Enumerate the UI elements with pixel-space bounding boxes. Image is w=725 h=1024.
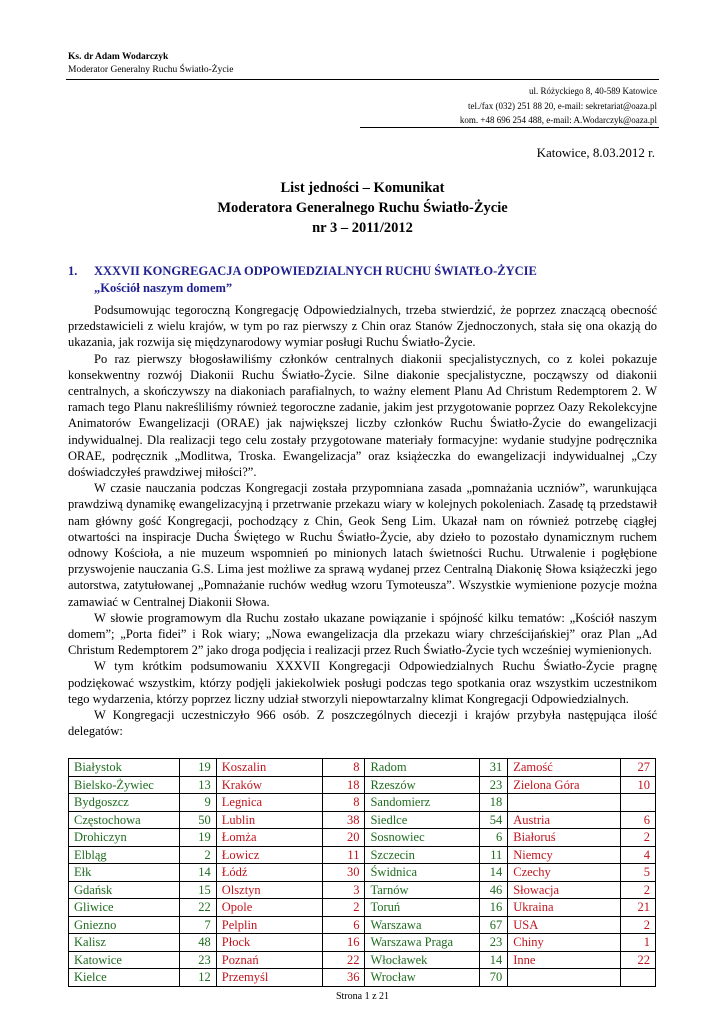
- delegate-count-cell: 20: [322, 829, 365, 847]
- delegate-count-cell: 10: [620, 776, 655, 794]
- delegates-table: [68, 758, 656, 987]
- delegate-count-cell: 13: [179, 776, 216, 794]
- table-row: [69, 934, 656, 952]
- delegate-count-cell: 15: [179, 881, 216, 899]
- diocese-name-cell: Katowice: [69, 951, 180, 969]
- table-row: [69, 811, 656, 829]
- delegate-count-cell: 50: [179, 811, 216, 829]
- paragraph: W tym krótkim podsumowaniu XXXVII Kongregacji Odpowiedzialnych Ruchu Światło-Życie pragnę podziękować wszystkim, którzy podjęli jakiekolwiek posługi podczas tego spotkania oraz wszystkim uczestnikom tego wydarzenia, którzy poprzez liczny udział stworzyli niepowtarzalny klimat Kongregacji Odpowiedzialnych.: [68, 659, 657, 706]
- address-line: ul. Różyckiego 8, 40-589 Katowice: [529, 86, 657, 96]
- diocese-name-cell: Szczecin: [365, 846, 480, 864]
- diocese-name-cell: Austria: [508, 811, 621, 829]
- diocese-name-cell: Rzeszów: [365, 776, 480, 794]
- title-line: List jedności – Komunikat: [280, 180, 445, 196]
- paragraph: Po raz pierwszy błogosławiliśmy członków centralnych diakonii specjalistycznych, co z kolei pokazuje konsekwentny rozwój Diakonii Ruchu Światło-Życie. Silne diakonie specjalistyczne, począwszy od diakonii centralnych, a skończywszy na diakoniach parafialnych, to ważny element Planu Ad Christum Redemptorem 2. W ramach tego Planu nakreśliliśmy również tegoroczne zadanie, jakim jest przygotowanie poprzez Oazy Rekolekcyjne Animatorów Ewangelizacji (ORAE) jak największej liczby członków Ruchu Światło-Życie do ewangelizacji indywidualnej. Dla realizacji tego celu zostały przygotowane materiały formacyjne: wydanie studyjne podręcznika ORAE, podręcznik „Modlitwa, Troska. Ewangelizacja” oraz książeczka do ewangelizacji indywidualnej „Czy doświadczyłeś prawdziwej miłości?”.: [68, 351, 657, 480]
- delegate-count-cell: 4: [620, 846, 655, 864]
- diocese-name-cell: Opole: [216, 899, 322, 917]
- diocese-name-cell: Świdnica: [365, 864, 480, 882]
- paragraph: W Kongregacji uczestniczyło 966 osób. Z poszczególnych diecezji i krajów przybyła następująca ilość delegatów:: [68, 708, 657, 739]
- delegate-count-cell: 7: [179, 916, 216, 934]
- delegate-count-cell: 2: [620, 881, 655, 899]
- delegate-count-cell: 46: [480, 881, 508, 899]
- delegate-count-cell: 6: [480, 829, 508, 847]
- delegate-count-cell: 48: [179, 934, 216, 952]
- delegate-count-cell: 11: [322, 846, 365, 864]
- mobile-line: kom. +48 696 254 488, e-mail: A.Wodarczyk@oaza.pl: [459, 115, 657, 125]
- paragraph: Podsumowując tegoroczną Kongregację Odpowiedzialnych, trzeba stwierdzić, że poprzez znaczącą obecność przedstawicieli z wielu krajów, w tym po raz pierwszy z Chin oraz Stanów Zjednoczonych, stała się ona okazją do ukazania, jak rozwija się międzynarodowy wymiar posługi Ruchu Światło-Życie.: [68, 303, 657, 350]
- diocese-name-cell: Włocławek: [365, 951, 480, 969]
- table-row: [69, 916, 656, 934]
- author-name: Ks. dr Adam Wodarczyk: [68, 52, 169, 62]
- delegate-count-cell: 5: [620, 864, 655, 882]
- diocese-name-cell: Bielsko-Żywiec: [69, 776, 180, 794]
- diocese-name-cell: Siedlce: [365, 811, 480, 829]
- diocese-name-cell: Legnica: [216, 794, 322, 812]
- delegate-count-cell: 1: [620, 934, 655, 952]
- title-line: Moderatora Generalnego Ruchu Światło-Życie: [217, 200, 508, 216]
- delegate-count-cell: 70: [480, 969, 508, 987]
- diocese-name-cell: Gdańsk: [69, 881, 180, 899]
- diocese-name-cell: Olsztyn: [216, 881, 322, 899]
- section-subtitle: „Kościół naszym domem”: [94, 281, 233, 295]
- delegate-count-cell: 6: [620, 811, 655, 829]
- delegate-count-cell: 2: [322, 899, 365, 917]
- delegate-count-cell: 6: [322, 916, 365, 934]
- letter-date: Katowice, 8.03.2012 r.: [536, 145, 655, 160]
- diocese-name-cell: Czechy: [508, 864, 621, 882]
- delegate-count-cell: 14: [480, 951, 508, 969]
- delegate-count-cell: 30: [322, 864, 365, 882]
- header-divider: [66, 79, 659, 80]
- document-title: [0, 178, 725, 238]
- diocese-name-cell: Lublin: [216, 811, 322, 829]
- diocese-name-cell: Łowicz: [216, 846, 322, 864]
- author-role: Moderator Generalny Ruchu Światło-Życie: [68, 65, 234, 75]
- table-row: [69, 864, 656, 882]
- diocese-name-cell: Warszawa: [365, 916, 480, 934]
- table-row: [69, 829, 656, 847]
- diocese-name-cell: Radom: [365, 759, 480, 777]
- delegate-count-cell: 23: [480, 934, 508, 952]
- diocese-name-cell: Koszalin: [216, 759, 322, 777]
- diocese-name-cell: Łomża: [216, 829, 322, 847]
- delegate-count-cell: 8: [322, 759, 365, 777]
- table-row: [69, 881, 656, 899]
- paragraph: W czasie nauczania podczas Kongregacji została przypomniana zasada „pomnażania uczniów”, warunkująca prawdziwą dynamikę ewangelizacyjną i przetrwanie przekazu wiary w kolejnych pokoleniach. Zasadę tą przedstawił nam główny gość Kongregacji, pochodzący z Chin, Geok Seng Lim. Ukazał nam on również potrzebę ciągłej otwartości na inspiracje Ducha Świętego w Ruchu Światło-Życie, aby dzieło to pozostało dynamicznym ruchem odnowy Kościoła, a nie muzeum wspomnień po minionych latach świetności Ruchu. Utrwalenie i pogłębione przyswojenie nauczania G.S. Lima jest możliwe za sprawą wydanej przez Centralną Diakonię Słowa książeczki jego autorstwa, zatytułowanej „Pomnażanie ruchów według wzoru Tymoteusza”. Wszystkie wymienione pozycje można zamawiać w Centralnej Diakonii Słowa.: [68, 481, 657, 609]
- diocese-name-cell: [508, 794, 621, 812]
- delegate-count-cell: 23: [179, 951, 216, 969]
- diocese-name-cell: Bydgoszcz: [69, 794, 180, 812]
- delegate-count-cell: 19: [179, 829, 216, 847]
- delegate-count-cell: 22: [179, 899, 216, 917]
- phone-line: tel./fax (032) 251 88 20, e-mail: sekretariat@oaza.pl: [468, 100, 657, 111]
- delegate-count-cell: 2: [179, 846, 216, 864]
- delegate-count-cell: 3: [322, 881, 365, 899]
- delegate-count-cell: 36: [322, 969, 365, 987]
- diocese-name-cell: [508, 969, 621, 987]
- delegate-count-cell: 12: [179, 969, 216, 987]
- diocese-name-cell: Przemyśl: [216, 969, 322, 987]
- table-row: [69, 776, 656, 794]
- diocese-name-cell: Drohiczyn: [69, 829, 180, 847]
- diocese-name-cell: Niemcy: [508, 846, 621, 864]
- diocese-name-cell: Kalisz: [69, 934, 180, 952]
- delegate-count-cell: 18: [322, 776, 365, 794]
- diocese-name-cell: Płock: [216, 934, 322, 952]
- delegate-count-cell: 38: [322, 811, 365, 829]
- delegate-count-cell: 16: [480, 899, 508, 917]
- delegate-count-cell: 54: [480, 811, 508, 829]
- delegate-count-cell: 11: [480, 846, 508, 864]
- section-heading: [68, 263, 537, 297]
- diocese-name-cell: Inne: [508, 951, 621, 969]
- diocese-name-cell: Chiny: [508, 934, 621, 952]
- diocese-name-cell: Gliwice: [69, 899, 180, 917]
- diocese-name-cell: Wrocław: [365, 969, 480, 987]
- paragraph: W słowie programowym dla Ruchu zostało ukazane powiązanie i spójność kilku tematów: „Kościół naszym domem”; „Porta fidei” i Rok wiary; „Nowa ewangelizacja dla przekazu wiary chrześcijańskiej” oraz Plan „Ad Christum Redemptorem 2” jako droga podjęcia i realizacji przez Ruch Światło-Życie tych wcześniej wymienionych.: [68, 610, 657, 658]
- delegate-count-cell: 9: [179, 794, 216, 812]
- diocese-name-cell: Łódź: [216, 864, 322, 882]
- delegate-count-cell: 23: [480, 776, 508, 794]
- delegate-count-cell: 27: [620, 759, 655, 777]
- contact-address: [317, 84, 657, 128]
- diocese-name-cell: USA: [508, 916, 621, 934]
- delegate-count-cell: 22: [322, 951, 365, 969]
- delegate-count-cell: 22: [620, 951, 655, 969]
- diocese-name-cell: Warszawa Praga: [365, 934, 480, 952]
- section-title: XXXVII KONGREGACJA ODPOWIEDZIALNYCH RUCHU ŚWIATŁO-ŻYCIE: [94, 264, 537, 278]
- diocese-name-cell: Kraków: [216, 776, 322, 794]
- diocese-name-cell: Poznań: [216, 951, 322, 969]
- delegate-count-cell: 14: [480, 864, 508, 882]
- table-row: [69, 951, 656, 969]
- delegate-count-cell: 8: [322, 794, 365, 812]
- diocese-name-cell: Zielona Góra: [508, 776, 621, 794]
- delegate-count-cell: 14: [179, 864, 216, 882]
- table-row: [69, 846, 656, 864]
- diocese-name-cell: Częstochowa: [69, 811, 180, 829]
- section-number: 1.: [68, 264, 78, 278]
- diocese-name-cell: Białoruś: [508, 829, 621, 847]
- diocese-name-cell: Słowacja: [508, 881, 621, 899]
- table-row: [69, 794, 656, 812]
- table-row: [69, 899, 656, 917]
- diocese-name-cell: Ełk: [69, 864, 180, 882]
- delegate-count-cell: 16: [322, 934, 365, 952]
- delegate-count-cell: 67: [480, 916, 508, 934]
- diocese-name-cell: Białystok: [69, 759, 180, 777]
- diocese-name-cell: Pelplin: [216, 916, 322, 934]
- delegate-count-cell: 2: [620, 829, 655, 847]
- diocese-name-cell: Zamość: [508, 759, 621, 777]
- delegate-count-cell: 31: [480, 759, 508, 777]
- delegate-count-cell: 21: [620, 899, 655, 917]
- diocese-name-cell: Gniezno: [69, 916, 180, 934]
- title-line: nr 3 – 2011/2012: [312, 220, 413, 236]
- delegate-count-cell: [620, 794, 655, 812]
- diocese-name-cell: Sosnowiec: [365, 829, 480, 847]
- table-row: [69, 759, 656, 777]
- diocese-name-cell: Ukraina: [508, 899, 621, 917]
- diocese-name-cell: Toruń: [365, 899, 480, 917]
- delegate-count-cell: 18: [480, 794, 508, 812]
- address-divider: [360, 127, 659, 128]
- delegate-count-cell: 19: [179, 759, 216, 777]
- table-row: [69, 969, 656, 987]
- diocese-name-cell: Sandomierz: [365, 794, 480, 812]
- diocese-name-cell: Tarnów: [365, 881, 480, 899]
- page-number: Strona 1 z 21: [335, 991, 390, 1002]
- delegate-count-cell: 2: [620, 916, 655, 934]
- diocese-name-cell: Kielce: [69, 969, 180, 987]
- delegate-count-cell: [620, 969, 655, 987]
- diocese-name-cell: Elbląg: [69, 846, 180, 864]
- letter-body: [68, 302, 657, 739]
